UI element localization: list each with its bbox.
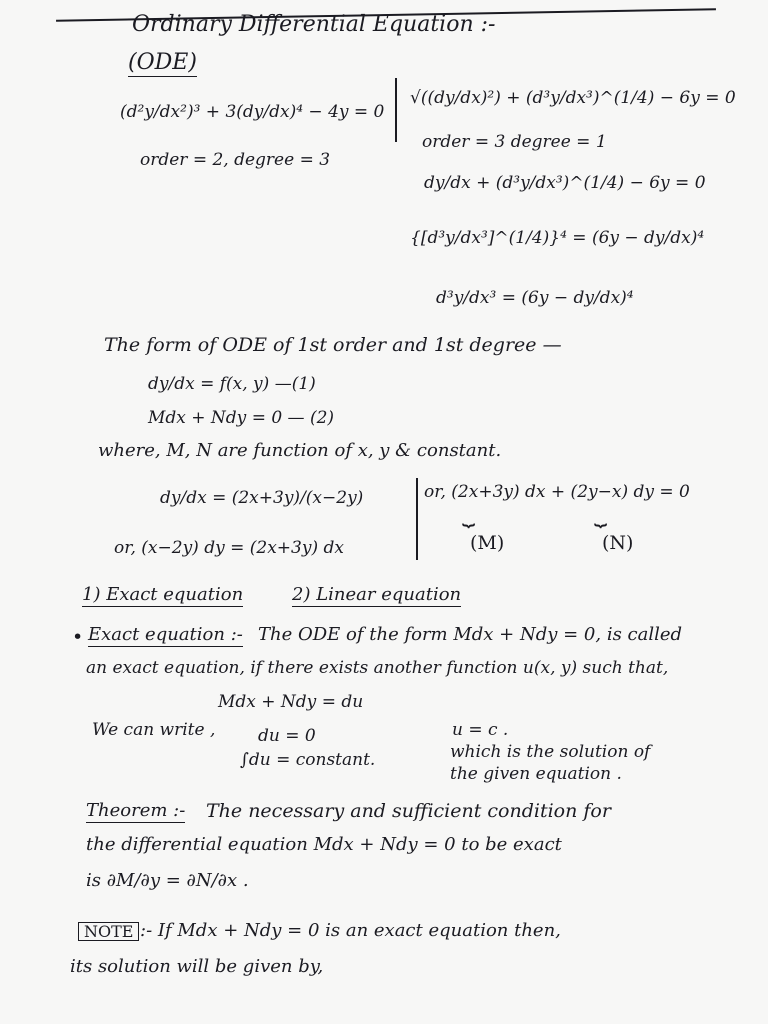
n-label: (N) bbox=[602, 532, 634, 554]
note-line-1: :- If Mdx + Ndy = 0 is an exact equation then, bbox=[140, 920, 561, 941]
example2-order-degree: order = 3 degree = 1 bbox=[422, 132, 607, 152]
theorem-label: Theorem :- bbox=[86, 800, 186, 821]
exact-bullet: • bbox=[72, 626, 84, 648]
example2-equation: √((dy/dx)²) + (d³y/dx³)^(1/4) − 6y = 0 bbox=[410, 88, 736, 108]
type-exact: 1) Exact equation bbox=[82, 584, 244, 605]
example3-divider bbox=[416, 478, 418, 560]
example1-order-degree: order = 2, degree = 3 bbox=[140, 150, 331, 170]
we-can-write: We can write , bbox=[92, 720, 216, 740]
form-intro: The form of ODE of 1st order and 1st degree — bbox=[104, 334, 562, 356]
note-line-2: its solution will be given by, bbox=[70, 956, 324, 977]
du-zero: du = 0 bbox=[258, 726, 316, 746]
page-title: Ordinary Differential Equation :- bbox=[132, 12, 496, 37]
theorem-condition: is ∂M/∂y = ∂N/∂x . bbox=[86, 870, 249, 891]
exact-du-equation: Mdx + Ndy = du bbox=[218, 692, 364, 712]
integral-du: ∫du = constant. bbox=[240, 750, 376, 770]
m-brace: ⏟ bbox=[462, 502, 476, 527]
column-divider bbox=[395, 78, 397, 142]
note-label: NOTE bbox=[78, 922, 139, 941]
solution-line-2: the given equation . bbox=[450, 764, 622, 784]
theorem-line-1: The necessary and sufficient condition for bbox=[206, 800, 611, 822]
where-text: where, M, N are function of x, y & constant. bbox=[98, 440, 502, 461]
page-subtitle: (ODE) bbox=[128, 50, 197, 75]
n-brace: ⏟ bbox=[594, 502, 608, 527]
form-equation-2: Mdx + Ndy = 0 — (2) bbox=[148, 408, 335, 428]
example2-step2: {[d³y/dx³]^(1/4)}⁴ = (6y − dy/dx)⁴ bbox=[410, 228, 705, 248]
u-equals-c: u = c . bbox=[452, 720, 509, 740]
example1-equation: (d²y/dx²)³ + 3(dy/dx)⁴ − 4y = 0 bbox=[120, 102, 385, 122]
example2-step1: dy/dx + (d³y/dx³)^(1/4) − 6y = 0 bbox=[424, 173, 706, 193]
exact-line-2: an exact equation, if there exists another function u(x, y) such that, bbox=[86, 658, 669, 678]
form-equation-1: dy/dx = f(x, y) —(1) bbox=[148, 374, 316, 394]
type-linear: 2) Linear equation bbox=[292, 584, 462, 605]
example2-step3: d³y/dx³ = (6y − dy/dx)⁴ bbox=[436, 288, 634, 308]
exact-heading: Exact equation :- bbox=[88, 624, 243, 645]
theorem-line-2: the differential equation Mdx + Ndy = 0 to be exact bbox=[86, 834, 562, 855]
example3-or2: or, (2x+3y) dx + (2y−x) dy = 0 bbox=[424, 482, 690, 502]
example3-lhs: dy/dx = (2x+3y)/(x−2y) bbox=[160, 488, 364, 508]
solution-line-1: which is the solution of bbox=[450, 742, 651, 762]
exact-line-1: The ODE of the form Mdx + Ndy = 0, is called bbox=[258, 624, 683, 645]
m-label: (M) bbox=[470, 532, 505, 554]
example3-or1: or, (x−2y) dy = (2x+3y) dx bbox=[114, 538, 344, 558]
